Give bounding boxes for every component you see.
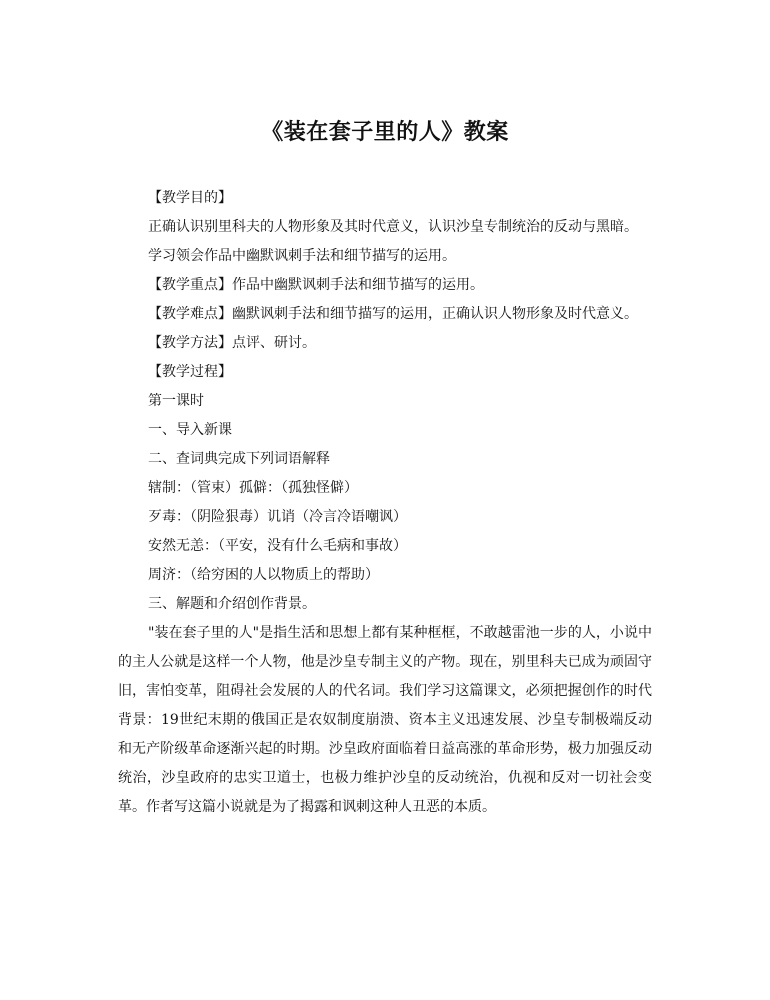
vocab-line-4: 周济：（给穷困的人以物质上的帮助）: [148, 567, 379, 583]
vocab-line-2: 歹毒：（阴险狠毒）讥诮（冷言冷语嘲讽）: [148, 509, 407, 525]
first-lesson-heading: 第一课时: [148, 393, 204, 409]
objective-paragraph-1: 正确认识别里科夫的人物形象及其时代意义，认识沙皇专制统治的反动与黑暗。: [148, 219, 638, 235]
teaching-method-paragraph: 【教学方法】点评、研讨。: [148, 335, 316, 351]
heading-teaching-objectives: 【教学目的】: [148, 190, 232, 206]
teaching-difficulty-paragraph: 【教学难点】幽默讽刺手法和细节描写的运用，正确认识人物形象及时代意义。: [148, 306, 638, 322]
teaching-focus-paragraph: 【教学重点】作品中幽默讽刺手法和细节描写的运用。: [148, 277, 484, 293]
document-title: 《装在套子里的人》教案: [261, 119, 509, 145]
vocab-line-1: 辖制：（管束）孤僻：（孤独怪僻）: [148, 480, 358, 496]
vocab-line-3: 安然无恙：（平安，没有什么毛病和事故）: [148, 538, 407, 554]
heading-teaching-process: 【教学过程】: [148, 364, 232, 380]
background-paragraph: "装在套子里的人"是指生活和思想上都有某种框框，不敢越雷池一步的人，小说中的主人公就是这样一个人物，他是沙皇专制主义的产物。现在，别里科夫已成为顽固守旧，害怕变革，阻碍社会发展的人的代名词。我们学习这篇课文，必须把握创作的时代背景：19世纪末期的俄国正是农奴制度崩溃、资本主义迅速发展、沙皇专制极端反动和无产阶级革命逐渐兴起的时期。沙皇政府面临着日益高涨的革命形势，极力加强反动统治，沙皇政府的忠实卫道士，也极力维护沙皇的反动统治，仇视和反对一切社会变革。作者写这篇小说就是为了揭露和讽刺这种人丑恶的本质。: [118, 625, 652, 815]
objective-paragraph-2: 学习领会作品中幽默讽刺手法和细节描写的运用。: [148, 248, 456, 264]
section-1-heading: 一、导入新课: [148, 422, 232, 438]
section-3-heading: 三、解题和介绍创作背景。: [148, 596, 316, 612]
section-2-heading: 二、查词典完成下列词语解释: [148, 451, 330, 467]
